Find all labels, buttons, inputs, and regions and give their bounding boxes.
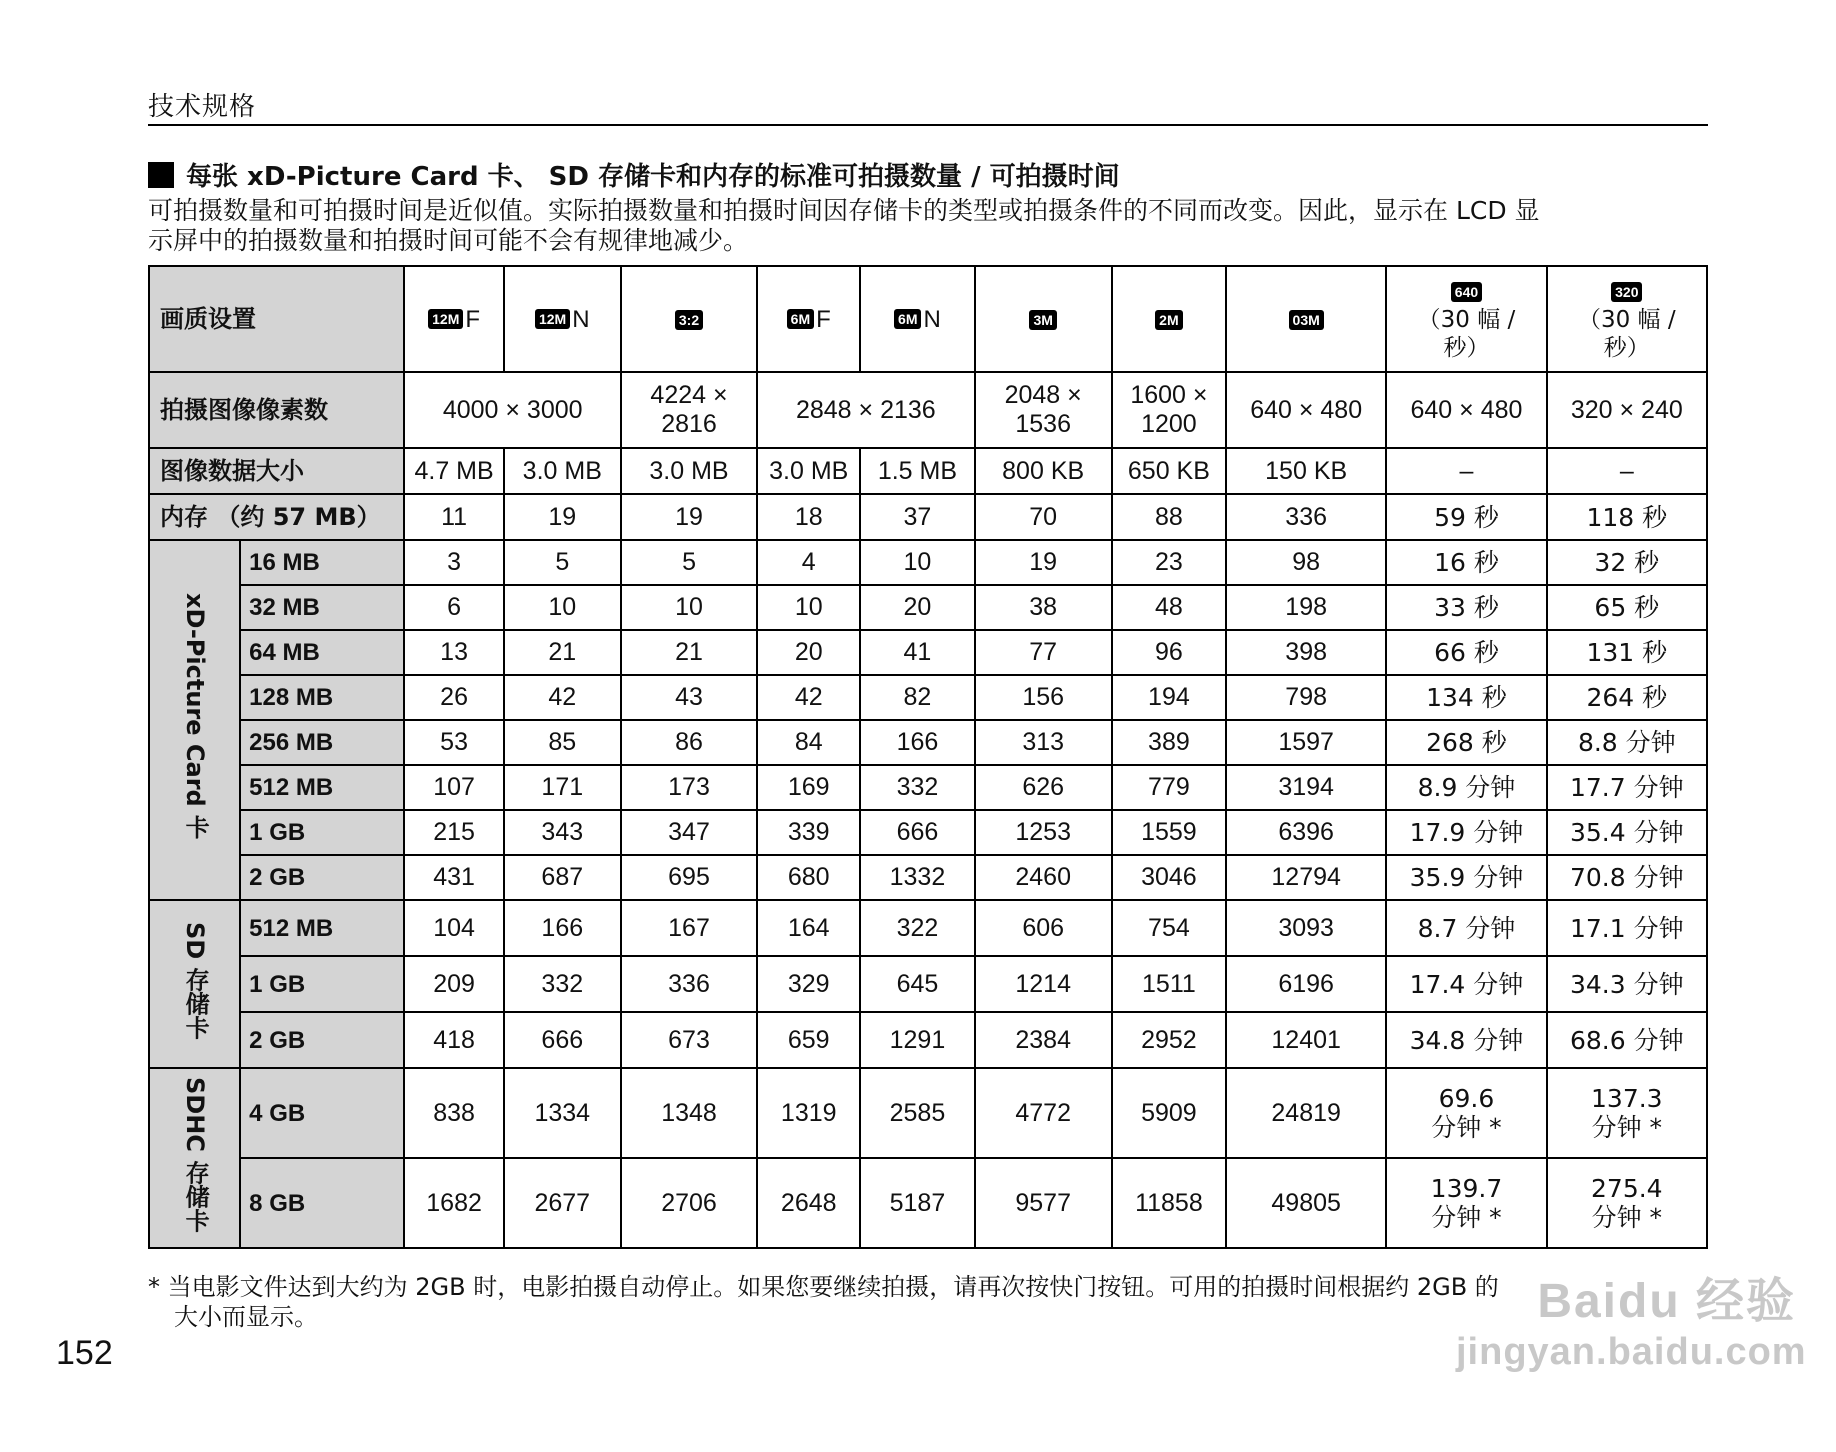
- footnote: [148, 1272, 1708, 1332]
- value-cell: 82: [860, 675, 974, 720]
- capacity-label: 128 MB: [240, 675, 404, 720]
- section-title-text: 每张 xD-Picture Card 卡、 SD 存储卡和内存的标准可拍摄数量 / 可拍摄时间: [186, 162, 1120, 192]
- value-cell: 34.3 分钟: [1547, 956, 1707, 1012]
- value-cell: 2677: [504, 1158, 621, 1248]
- quality-icon: 2M: [1155, 310, 1182, 330]
- quality-cell: [1226, 266, 1386, 372]
- value-cell: 1559: [1112, 810, 1226, 855]
- card-group-label: SD 存储卡: [149, 900, 240, 1068]
- value-cell: 606: [975, 900, 1112, 956]
- value-cell: 21: [621, 630, 757, 675]
- capacity-label: 2 GB: [240, 1012, 404, 1068]
- value-cell: 431: [404, 855, 503, 900]
- value-cell: 156: [975, 675, 1112, 720]
- value-cell: 171: [504, 765, 621, 810]
- capacity-row: [149, 855, 1707, 900]
- value-cell: 398: [1226, 630, 1386, 675]
- value-cell: 42: [757, 675, 860, 720]
- value-cell: 12401: [1226, 1012, 1386, 1068]
- value-cell: 23: [1112, 540, 1226, 585]
- capacity-label: 64 MB: [240, 630, 404, 675]
- value-cell: 264 秒: [1547, 675, 1707, 720]
- value-cell: 17.7 分钟: [1547, 765, 1707, 810]
- size-cell: 3.0 MB: [504, 448, 621, 494]
- capacity-row: [149, 1068, 1707, 1158]
- value-cell: 10: [504, 585, 621, 630]
- value-cell: 86: [621, 720, 757, 765]
- value-cell: 19: [621, 494, 757, 540]
- card-group-label: xD-Picture Card 卡: [149, 540, 240, 900]
- size-label: 图像数据大小: [149, 448, 404, 494]
- value-cell: 34.8 分钟: [1386, 1012, 1546, 1068]
- quality-icon: 03M: [1289, 310, 1324, 330]
- value-cell: 167: [621, 900, 757, 956]
- capacity-row: [149, 675, 1707, 720]
- pixels-cell: 2048 × 1536: [975, 372, 1112, 448]
- value-cell: 2460: [975, 855, 1112, 900]
- value-cell: 166: [860, 720, 974, 765]
- value-cell: 17.9 分钟: [1386, 810, 1546, 855]
- pixels-cell: 2848 × 2136: [757, 372, 974, 448]
- value-cell: 169: [757, 765, 860, 810]
- value-cell: 42: [504, 675, 621, 720]
- value-cell: 3046: [1112, 855, 1226, 900]
- value-cell: 1511: [1112, 956, 1226, 1012]
- value-cell: 6396: [1226, 810, 1386, 855]
- size-cell: 3.0 MB: [621, 448, 757, 494]
- size-cell: –: [1386, 448, 1546, 494]
- value-cell: 68.6 分钟: [1547, 1012, 1707, 1068]
- quality-icon: 3:2: [675, 310, 703, 330]
- value-cell: 17.1 分钟: [1547, 900, 1707, 956]
- size-cell: 650 KB: [1112, 448, 1226, 494]
- size-cell: –: [1547, 448, 1707, 494]
- value-cell: 215: [404, 810, 503, 855]
- capacity-table: [148, 265, 1708, 1249]
- value-cell: 88: [1112, 494, 1226, 540]
- value-cell: 12794: [1226, 855, 1386, 900]
- quality-cell: 12M F: [404, 266, 503, 372]
- value-cell: 43: [621, 675, 757, 720]
- pixels-cell: 1600 × 1200: [1112, 372, 1226, 448]
- page-number: 152: [56, 1334, 113, 1372]
- value-cell: 313: [975, 720, 1112, 765]
- value-cell: 1319: [757, 1068, 860, 1158]
- internal-memory-row: [149, 494, 1707, 540]
- capacity-label: 1 GB: [240, 956, 404, 1012]
- value-cell: 1597: [1226, 720, 1386, 765]
- capacity-label: 16 MB: [240, 540, 404, 585]
- footnote-line: * 当电影文件达到大约为 2GB 时，电影拍摄自动停止。如果您要继续拍摄，请再次按快门按钮。可用的拍摄时间根据约 2GB 的: [148, 1273, 1499, 1301]
- value-cell: 209: [404, 956, 503, 1012]
- value-cell: 673: [621, 1012, 757, 1068]
- pixels-cell: 4000 × 3000: [404, 372, 620, 448]
- quality-cell: 6M F: [757, 266, 860, 372]
- quality-icon: 6M: [787, 309, 814, 329]
- value-cell: 322: [860, 900, 974, 956]
- internal-memory-label: 内存 （约 57 MB）: [149, 494, 404, 540]
- value-cell: 666: [860, 810, 974, 855]
- value-cell: 13: [404, 630, 503, 675]
- size-row: [149, 448, 1707, 494]
- quality-cell: 320 （30 幅 / 秒）: [1547, 266, 1707, 372]
- value-cell: 5187: [860, 1158, 974, 1248]
- header-rule: [148, 124, 1708, 126]
- capacity-row: [149, 720, 1707, 765]
- movie-quality-icon: 320: [1611, 282, 1642, 302]
- quality-icon: 3M: [1029, 310, 1056, 330]
- value-cell: 38: [975, 585, 1112, 630]
- value-cell: 2585: [860, 1068, 974, 1158]
- watermark-brand: Baidu 经验: [1537, 1275, 1796, 1328]
- movie-quality-icon: 640: [1451, 282, 1482, 302]
- footnote-line: 大小而显示。: [174, 1303, 318, 1331]
- value-cell: 659: [757, 1012, 860, 1068]
- intro-line: 可拍摄数量和可拍摄时间是近似值。实际拍摄数量和拍摄时间因存储卡的类型或拍摄条件的不同而改变。因此，显示在 LCD 显: [148, 196, 1540, 225]
- value-cell: 20: [860, 585, 974, 630]
- value-cell: 754: [1112, 900, 1226, 956]
- value-cell: 11858: [1112, 1158, 1226, 1248]
- value-cell: 268 秒: [1386, 720, 1546, 765]
- value-cell: 194: [1112, 675, 1226, 720]
- quality-icon: 12M: [535, 309, 570, 329]
- pixels-cell: 640 × 480: [1386, 372, 1546, 448]
- value-cell: 2648: [757, 1158, 860, 1248]
- intro-line: 示屏中的拍摄数量和拍摄时间可能不会有规律地减少。: [148, 226, 749, 255]
- value-cell: 343: [504, 810, 621, 855]
- value-cell: 6: [404, 585, 503, 630]
- value-cell: 680: [757, 855, 860, 900]
- quality-cell: 12M N: [504, 266, 621, 372]
- value-cell: 645: [860, 956, 974, 1012]
- value-cell: 332: [504, 956, 621, 1012]
- value-cell: 332: [860, 765, 974, 810]
- size-cell: 1.5 MB: [860, 448, 974, 494]
- capacity-row: [149, 1158, 1707, 1248]
- value-cell: 53: [404, 720, 503, 765]
- capacity-label: 4 GB: [240, 1068, 404, 1158]
- value-cell: 1291: [860, 1012, 974, 1068]
- value-cell: 3194: [1226, 765, 1386, 810]
- value-cell: 49805: [1226, 1158, 1386, 1248]
- value-cell: 3: [404, 540, 503, 585]
- value-cell: 8.8 分钟: [1547, 720, 1707, 765]
- value-cell: 3093: [1226, 900, 1386, 956]
- value-cell: 1332: [860, 855, 974, 900]
- capacity-label: 2 GB: [240, 855, 404, 900]
- intro-paragraph: [148, 196, 1708, 256]
- value-cell: 198: [1226, 585, 1386, 630]
- quality-icon: 6M: [894, 309, 921, 329]
- value-cell: 35.4 分钟: [1547, 810, 1707, 855]
- size-cell: 4.7 MB: [404, 448, 503, 494]
- capacity-row: [149, 540, 1707, 585]
- value-cell: 336: [1226, 494, 1386, 540]
- value-cell: 85: [504, 720, 621, 765]
- pixels-cell: 320 × 240: [1547, 372, 1707, 448]
- value-cell: 173: [621, 765, 757, 810]
- value-cell: 19: [504, 494, 621, 540]
- value-cell: 26: [404, 675, 503, 720]
- pixels-cell: 4224 × 2816: [621, 372, 757, 448]
- value-cell: 70.8 分钟: [1547, 855, 1707, 900]
- value-cell: 2952: [1112, 1012, 1226, 1068]
- value-cell: 59 秒: [1386, 494, 1546, 540]
- value-cell: 166: [504, 900, 621, 956]
- value-cell: 1214: [975, 956, 1112, 1012]
- quality-icon: 12M: [428, 309, 463, 329]
- quality-cell: [621, 266, 757, 372]
- value-cell: 779: [1112, 765, 1226, 810]
- card-group-label: SDHC 存储卡: [149, 1068, 240, 1248]
- value-cell: 6196: [1226, 956, 1386, 1012]
- value-cell: 336: [621, 956, 757, 1012]
- quality-cell: 640 （30 幅 / 秒）: [1386, 266, 1546, 372]
- value-cell: 2384: [975, 1012, 1112, 1068]
- capacity-label: 256 MB: [240, 720, 404, 765]
- value-cell: 5: [621, 540, 757, 585]
- value-cell: 4772: [975, 1068, 1112, 1158]
- quality-cell: [1112, 266, 1226, 372]
- value-cell: 41: [860, 630, 974, 675]
- value-cell: 9577: [975, 1158, 1112, 1248]
- value-cell: 695: [621, 855, 757, 900]
- value-cell: 666: [504, 1012, 621, 1068]
- capacity-label: 1 GB: [240, 810, 404, 855]
- value-cell: 10: [757, 585, 860, 630]
- value-cell: 32 秒: [1547, 540, 1707, 585]
- quality-cell: 6M N: [860, 266, 974, 372]
- pixels-label: 拍摄图像像素数: [149, 372, 404, 448]
- value-cell: 107: [404, 765, 503, 810]
- value-cell: 164: [757, 900, 860, 956]
- capacity-row: [149, 956, 1707, 1012]
- value-cell: 17.4 分钟: [1386, 956, 1546, 1012]
- value-cell: 8.9 分钟: [1386, 765, 1546, 810]
- value-cell: 84: [757, 720, 860, 765]
- value-cell: 134 秒: [1386, 675, 1546, 720]
- value-cell: 48: [1112, 585, 1226, 630]
- value-cell: 10: [621, 585, 757, 630]
- value-cell: 37: [860, 494, 974, 540]
- section-title: [148, 156, 1120, 193]
- quality-cell: [975, 266, 1112, 372]
- value-cell: 18: [757, 494, 860, 540]
- value-cell: 35.9 分钟: [1386, 855, 1546, 900]
- value-cell: 98: [1226, 540, 1386, 585]
- value-cell: 389: [1112, 720, 1226, 765]
- value-cell: 8.7 分钟: [1386, 900, 1546, 956]
- value-cell: 131 秒: [1547, 630, 1707, 675]
- watermark-url: jingyan.baidu.com: [1456, 1331, 1807, 1373]
- value-cell: 96: [1112, 630, 1226, 675]
- value-cell: 838: [404, 1068, 503, 1158]
- value-cell: 118 秒: [1547, 494, 1707, 540]
- running-header: 技术规格: [148, 92, 257, 122]
- capacity-row: [149, 585, 1707, 630]
- value-cell: 65 秒: [1547, 585, 1707, 630]
- value-cell: 137.3 分钟 *: [1547, 1068, 1707, 1158]
- capacity-label: 512 MB: [240, 900, 404, 956]
- value-cell: 20: [757, 630, 860, 675]
- value-cell: 329: [757, 956, 860, 1012]
- capacity-row: [149, 810, 1707, 855]
- value-cell: 418: [404, 1012, 503, 1068]
- quality-label: 画质设置: [149, 266, 404, 372]
- value-cell: 77: [975, 630, 1112, 675]
- value-cell: 10: [860, 540, 974, 585]
- pixels-cell: 640 × 480: [1226, 372, 1386, 448]
- value-cell: 687: [504, 855, 621, 900]
- value-cell: 19: [975, 540, 1112, 585]
- capacity-label: 8 GB: [240, 1158, 404, 1248]
- value-cell: 33 秒: [1386, 585, 1546, 630]
- size-cell: 3.0 MB: [757, 448, 860, 494]
- bullet-square-icon: [148, 162, 174, 188]
- value-cell: 66 秒: [1386, 630, 1546, 675]
- capacity-row: [149, 765, 1707, 810]
- value-cell: 69.6 分钟 *: [1386, 1068, 1546, 1158]
- value-cell: 104: [404, 900, 503, 956]
- capacity-label: 32 MB: [240, 585, 404, 630]
- value-cell: 21: [504, 630, 621, 675]
- value-cell: 2706: [621, 1158, 757, 1248]
- value-cell: 11: [404, 494, 503, 540]
- pixels-row: [149, 372, 1707, 448]
- value-cell: 626: [975, 765, 1112, 810]
- value-cell: 1682: [404, 1158, 503, 1248]
- capacity-row: [149, 630, 1707, 675]
- value-cell: 1348: [621, 1068, 757, 1158]
- capacity-row: [149, 1012, 1707, 1068]
- value-cell: 1253: [975, 810, 1112, 855]
- value-cell: 798: [1226, 675, 1386, 720]
- value-cell: 5: [504, 540, 621, 585]
- value-cell: 347: [621, 810, 757, 855]
- value-cell: 139.7 分钟 *: [1386, 1158, 1546, 1248]
- value-cell: 70: [975, 494, 1112, 540]
- capacity-label: 512 MB: [240, 765, 404, 810]
- value-cell: 339: [757, 810, 860, 855]
- size-cell: 800 KB: [975, 448, 1112, 494]
- value-cell: 275.4 分钟 *: [1547, 1158, 1707, 1248]
- capacity-row: [149, 900, 1707, 956]
- size-cell: 150 KB: [1226, 448, 1386, 494]
- value-cell: 24819: [1226, 1068, 1386, 1158]
- value-cell: 16 秒: [1386, 540, 1546, 585]
- value-cell: 1334: [504, 1068, 621, 1158]
- quality-row: [149, 266, 1707, 372]
- value-cell: 5909: [1112, 1068, 1226, 1158]
- value-cell: 4: [757, 540, 860, 585]
